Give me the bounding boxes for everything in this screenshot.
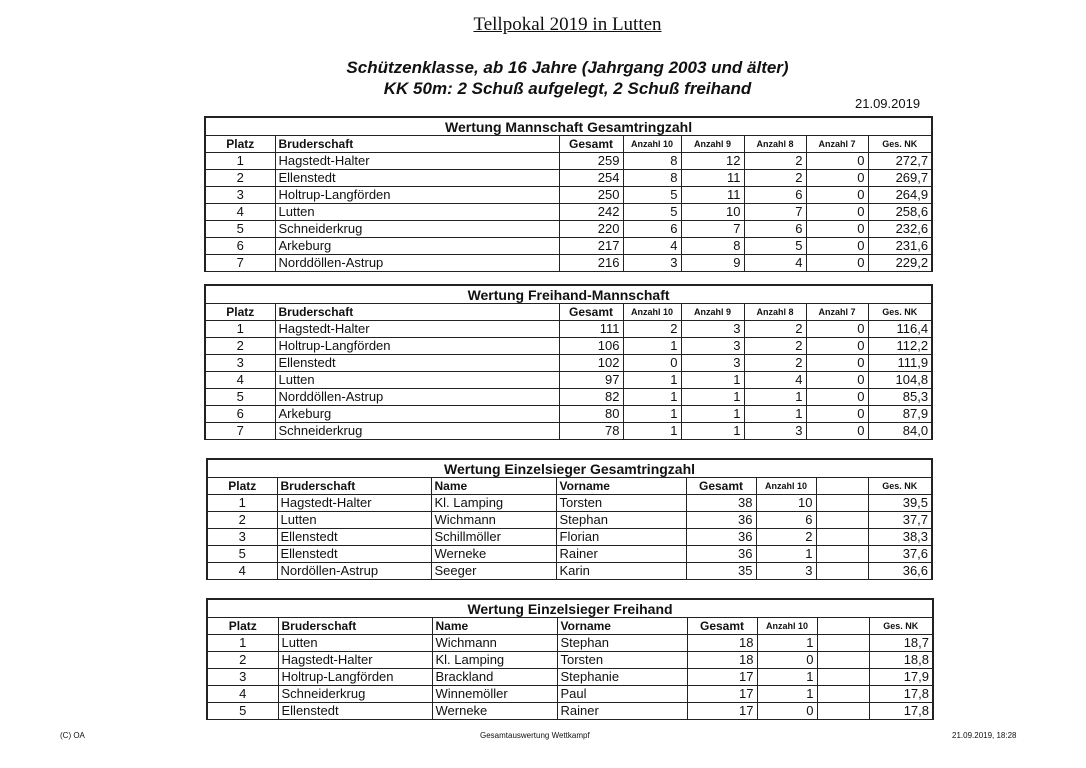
cell-platz: 3: [207, 529, 277, 546]
col-header-bruderschaft: Bruderschaft: [277, 478, 431, 495]
cell-blank: [817, 686, 869, 703]
cell-bruderschaft: Lutten: [275, 204, 559, 221]
cell-bruderschaft: Nordöllen-Astrup: [277, 563, 431, 580]
cell-name: Werneke: [431, 546, 556, 563]
cell-ges-nk: 85,3: [868, 389, 932, 406]
cell-gesamt: 259: [559, 153, 623, 170]
table-row: [205, 187, 932, 204]
cell-gesamt: 254: [559, 170, 623, 187]
cell-gesamt: 18: [687, 635, 757, 652]
cell-bruderschaft: Lutten: [277, 512, 431, 529]
cell-anzahl-10: 1: [623, 372, 681, 389]
cell-anzahl-8: 2: [744, 153, 806, 170]
cell-anzahl-8: 3: [744, 423, 806, 440]
cell-platz: 2: [205, 338, 275, 355]
cell-anzahl-10: 0: [623, 355, 681, 372]
cell-ges-nk: 17,8: [869, 686, 933, 703]
footer-timestamp: 21.09.2019, 18:28: [952, 731, 1017, 740]
class-subtitle: Schützenklasse, ab 16 Jahre (Jahrgang 2003 und älter): [346, 58, 789, 77]
table-row: [205, 321, 932, 338]
table-row: [205, 238, 932, 255]
col-header-anzahl-7: Anzahl 7: [806, 304, 868, 321]
single-freehand-table: [206, 598, 934, 720]
cell-anzahl-10: 1: [756, 546, 816, 563]
cell-gesamt: 17: [687, 703, 757, 720]
cell-vorname: Paul: [557, 686, 687, 703]
team-total-table: [204, 116, 933, 272]
cell-anzahl-10: 8: [623, 153, 681, 170]
table-row: [207, 635, 933, 652]
cell-name: Kl. Lamping: [432, 652, 557, 669]
cell-ges-nk: 17,9: [869, 669, 933, 686]
table-row: [207, 669, 933, 686]
cell-gesamt: 216: [559, 255, 623, 272]
cell-platz: 3: [205, 355, 275, 372]
cell-gesamt: 38: [686, 495, 756, 512]
cell-ges-nk: 104,8: [868, 372, 932, 389]
cell-anzahl-10: 6: [623, 221, 681, 238]
cell-vorname: Florian: [556, 529, 686, 546]
cell-bruderschaft: Schneiderkrug: [275, 221, 559, 238]
cell-anzahl-9: 1: [681, 406, 744, 423]
cell-gesamt: 220: [559, 221, 623, 238]
cell-ges-nk: 116,4: [868, 321, 932, 338]
cell-anzahl-7: 0: [806, 338, 868, 355]
cell-name: Schillmöller: [431, 529, 556, 546]
team-freehand-table: [204, 284, 933, 440]
col-header-bruderschaft: Bruderschaft: [275, 136, 559, 153]
col-header-name: Name: [431, 478, 556, 495]
col-header-anzahl-10: Anzahl 10: [756, 478, 816, 495]
cell-platz: 3: [205, 187, 275, 204]
table-row: [205, 153, 932, 170]
cell-platz: 2: [207, 652, 278, 669]
cell-anzahl-7: 0: [806, 372, 868, 389]
cell-ges-nk: 112,2: [868, 338, 932, 355]
cell-anzahl-7: 0: [806, 406, 868, 423]
table-row: [205, 170, 932, 187]
cell-gesamt: 17: [687, 686, 757, 703]
table-row: [207, 686, 933, 703]
cell-bruderschaft: Holtrup-Langförden: [275, 338, 559, 355]
cell-anzahl-10: 1: [623, 389, 681, 406]
col-header-ges-nk: Ges. NK: [868, 304, 932, 321]
cell-ges-nk: 269,7: [868, 170, 932, 187]
table-row: [205, 389, 932, 406]
cell-anzahl-8: 2: [744, 170, 806, 187]
col-header-gesamt: Gesamt: [687, 618, 757, 635]
cell-anzahl-10: 6: [756, 512, 816, 529]
cell-vorname: Stephan: [557, 635, 687, 652]
cell-name: Wichmann: [432, 635, 557, 652]
cell-platz: 5: [205, 221, 275, 238]
cell-blank: [816, 529, 868, 546]
cell-bruderschaft: Ellenstedt: [275, 355, 559, 372]
cell-anzahl-9: 11: [681, 187, 744, 204]
cell-bruderschaft: Schneiderkrug: [275, 423, 559, 440]
cell-bruderschaft: Schneiderkrug: [278, 686, 432, 703]
col-header-vorname: Vorname: [557, 618, 687, 635]
cell-anzahl-8: 4: [744, 255, 806, 272]
cell-anzahl-10: 1: [623, 338, 681, 355]
cell-bruderschaft: Lutten: [275, 372, 559, 389]
cell-gesamt: 18: [687, 652, 757, 669]
cell-platz: 1: [207, 635, 278, 652]
footer-report-name: Gesamtauswertung Wettkampf: [480, 731, 590, 740]
cell-anzahl-8: 2: [744, 321, 806, 338]
table-body: [205, 321, 932, 440]
cell-ges-nk: 264,9: [868, 187, 932, 204]
col-header-anzahl-7: Anzahl 7: [806, 136, 868, 153]
cell-platz: 6: [205, 406, 275, 423]
cell-platz: 4: [205, 372, 275, 389]
cell-anzahl-9: 3: [681, 338, 744, 355]
cell-gesamt: 106: [559, 338, 623, 355]
cell-gesamt: 250: [559, 187, 623, 204]
cell-bruderschaft: Hagstedt-Halter: [275, 321, 559, 338]
col-header-ges-nk: Ges. NK: [869, 618, 933, 635]
event-date: 21.09.2019: [855, 96, 921, 111]
col-header-ges-nk: Ges. NK: [868, 478, 932, 495]
cell-blank: [816, 563, 868, 580]
cell-anzahl-10: 5: [623, 204, 681, 221]
table-row: [207, 703, 933, 720]
col-header-platz: Platz: [207, 478, 277, 495]
cell-ges-nk: 84,0: [868, 423, 932, 440]
table-body: [207, 495, 932, 580]
discipline-subtitle: KK 50m: 2 Schuß aufgelegt, 2 Schuß freihand: [383, 79, 752, 98]
col-header-anzahl-10: Anzahl 10: [757, 618, 817, 635]
cell-name: Winnemöller: [432, 686, 557, 703]
cell-ges-nk: 36,6: [868, 563, 932, 580]
cell-anzahl-10: 1: [757, 669, 817, 686]
table-row: [207, 546, 932, 563]
cell-platz: 4: [205, 204, 275, 221]
cell-blank: [816, 512, 868, 529]
table-row: [205, 372, 932, 389]
cell-anzahl-10: 0: [757, 703, 817, 720]
cell-anzahl-7: 0: [806, 221, 868, 238]
cell-gesamt: 17: [687, 669, 757, 686]
cell-bruderschaft: Arkeburg: [275, 406, 559, 423]
col-header-platz: Platz: [205, 136, 275, 153]
cell-anzahl-8: 2: [744, 338, 806, 355]
cell-gesamt: 242: [559, 204, 623, 221]
cell-anzahl-10: 5: [623, 187, 681, 204]
cell-gesamt: 78: [559, 423, 623, 440]
cell-anzahl-8: 5: [744, 238, 806, 255]
cell-anzahl-10: 0: [757, 652, 817, 669]
table-row: [207, 495, 932, 512]
col-header-anzahl-10: Anzahl 10: [623, 136, 681, 153]
table-title: Wertung Einzelsieger Gesamtringzahl: [207, 459, 932, 478]
cell-ges-nk: 18,7: [869, 635, 933, 652]
cell-vorname: Rainer: [556, 546, 686, 563]
footer-copyright: (C) OA: [60, 731, 85, 740]
col-header-bruderschaft: Bruderschaft: [275, 304, 559, 321]
cell-anzahl-7: 0: [806, 153, 868, 170]
table-title: Wertung Mannschaft Gesamtringzahl: [205, 117, 932, 136]
cell-name: Werneke: [432, 703, 557, 720]
cell-platz: 1: [207, 495, 277, 512]
cell-gesamt: 36: [686, 529, 756, 546]
cell-gesamt: 36: [686, 546, 756, 563]
table-row: [205, 338, 932, 355]
cell-platz: 5: [207, 703, 278, 720]
cell-anzahl-10: 3: [756, 563, 816, 580]
col-header-gesamt: Gesamt: [559, 304, 623, 321]
cell-name: Seeger: [431, 563, 556, 580]
cell-bruderschaft: Ellenstedt: [277, 529, 431, 546]
cell-ges-nk: 37,7: [868, 512, 932, 529]
cell-blank: [817, 635, 869, 652]
cell-vorname: Stephan: [556, 512, 686, 529]
cell-platz: 4: [207, 686, 278, 703]
cell-platz: 5: [207, 546, 277, 563]
cell-anzahl-7: 0: [806, 187, 868, 204]
cell-anzahl-10: 4: [623, 238, 681, 255]
cell-gesamt: 111: [559, 321, 623, 338]
cell-anzahl-8: 4: [744, 372, 806, 389]
cell-bruderschaft: Hagstedt-Halter: [278, 652, 432, 669]
cell-bruderschaft: Holtrup-Langförden: [275, 187, 559, 204]
cell-ges-nk: 38,3: [868, 529, 932, 546]
cell-anzahl-9: 9: [681, 255, 744, 272]
cell-gesamt: 217: [559, 238, 623, 255]
cell-bruderschaft: Norddöllen-Astrup: [275, 255, 559, 272]
table-body: [205, 153, 932, 272]
cell-anzahl-8: 2: [744, 355, 806, 372]
cell-blank: [816, 546, 868, 563]
cell-anzahl-7: 0: [806, 389, 868, 406]
cell-anzahl-9: 3: [681, 321, 744, 338]
cell-platz: 7: [205, 255, 275, 272]
cell-ges-nk: 37,6: [868, 546, 932, 563]
cell-bruderschaft: Lutten: [278, 635, 432, 652]
cell-anzahl-7: 0: [806, 238, 868, 255]
table-body: [207, 635, 933, 720]
cell-bruderschaft: Hagstedt-Halter: [275, 153, 559, 170]
cell-platz: 6: [205, 238, 275, 255]
cell-anzahl-8: 1: [744, 389, 806, 406]
col-header-platz: Platz: [207, 618, 278, 635]
cell-anzahl-10: 1: [623, 406, 681, 423]
cell-ges-nk: 87,9: [868, 406, 932, 423]
cell-anzahl-8: 6: [744, 187, 806, 204]
cell-platz: 1: [205, 321, 275, 338]
cell-anzahl-9: 8: [681, 238, 744, 255]
col-header-ges-nk: Ges. NK: [868, 136, 932, 153]
cell-vorname: Stephanie: [557, 669, 687, 686]
cell-bruderschaft: Ellenstedt: [275, 170, 559, 187]
cell-bruderschaft: Hagstedt-Halter: [277, 495, 431, 512]
table-row: [207, 563, 932, 580]
col-header-blank: [816, 478, 868, 495]
cell-anzahl-10: 8: [623, 170, 681, 187]
col-header-bruderschaft: Bruderschaft: [278, 618, 432, 635]
table-title: Wertung Freihand-Mannschaft: [205, 285, 932, 304]
cell-anzahl-9: 1: [681, 423, 744, 440]
cell-vorname: Torsten: [556, 495, 686, 512]
cell-ges-nk: 111,9: [868, 355, 932, 372]
cell-anzahl-9: 11: [681, 170, 744, 187]
col-header-anzahl-10: Anzahl 10: [623, 304, 681, 321]
col-header-platz: Platz: [205, 304, 275, 321]
cell-anzahl-7: 0: [806, 255, 868, 272]
table-row: [207, 529, 932, 546]
cell-anzahl-8: 7: [744, 204, 806, 221]
cell-name: Wichmann: [431, 512, 556, 529]
cell-ges-nk: 39,5: [868, 495, 932, 512]
table-row: [205, 255, 932, 272]
col-header-gesamt: Gesamt: [559, 136, 623, 153]
cell-anzahl-9: 10: [681, 204, 744, 221]
cell-blank: [817, 652, 869, 669]
table-row: [205, 204, 932, 221]
col-header-gesamt: Gesamt: [686, 478, 756, 495]
col-header-vorname: Vorname: [556, 478, 686, 495]
cell-ges-nk: 229,2: [868, 255, 932, 272]
cell-anzahl-10: 1: [757, 635, 817, 652]
table-row: [205, 423, 932, 440]
col-header-anzahl-8: Anzahl 8: [744, 304, 806, 321]
cell-anzahl-10: 3: [623, 255, 681, 272]
cell-anzahl-9: 7: [681, 221, 744, 238]
cell-anzahl-7: 0: [806, 355, 868, 372]
cell-platz: 2: [205, 170, 275, 187]
cell-platz: 5: [205, 389, 275, 406]
table-row: [205, 355, 932, 372]
cell-anzahl-7: 0: [806, 423, 868, 440]
cell-name: Brackland: [432, 669, 557, 686]
cell-ges-nk: 232,6: [868, 221, 932, 238]
cell-platz: 4: [207, 563, 277, 580]
table-row: [205, 406, 932, 423]
cell-blank: [817, 669, 869, 686]
cell-gesamt: 97: [559, 372, 623, 389]
cell-anzahl-10: 2: [623, 321, 681, 338]
cell-blank: [816, 495, 868, 512]
cell-gesamt: 35: [686, 563, 756, 580]
cell-gesamt: 80: [559, 406, 623, 423]
cell-vorname: Karin: [556, 563, 686, 580]
cell-anzahl-7: 0: [806, 170, 868, 187]
col-header-anzahl-8: Anzahl 8: [744, 136, 806, 153]
cell-anzahl-10: 2: [756, 529, 816, 546]
cell-name: Kl. Lamping: [431, 495, 556, 512]
table-row: [205, 221, 932, 238]
cell-ges-nk: 258,6: [868, 204, 932, 221]
cell-bruderschaft: Arkeburg: [275, 238, 559, 255]
cell-anzahl-9: 1: [681, 372, 744, 389]
cell-anzahl-9: 12: [681, 153, 744, 170]
cell-bruderschaft: Holtrup-Langförden: [278, 669, 432, 686]
cell-anzahl-9: 3: [681, 355, 744, 372]
cell-anzahl-9: 1: [681, 389, 744, 406]
cell-vorname: Rainer: [557, 703, 687, 720]
cell-platz: 3: [207, 669, 278, 686]
cell-gesamt: 82: [559, 389, 623, 406]
col-header-anzahl-9: Anzahl 9: [681, 136, 744, 153]
cell-anzahl-10: 1: [623, 423, 681, 440]
cell-gesamt: 36: [686, 512, 756, 529]
cell-anzahl-7: 0: [806, 204, 868, 221]
cell-platz: 7: [205, 423, 275, 440]
cell-platz: 2: [207, 512, 277, 529]
table-row: [207, 512, 932, 529]
single-total-table: [206, 458, 933, 580]
col-header-blank: [817, 618, 869, 635]
cell-ges-nk: 17,8: [869, 703, 933, 720]
cell-bruderschaft: Ellenstedt: [278, 703, 432, 720]
cell-anzahl-10: 1: [757, 686, 817, 703]
page-title: Tellpokal 2019 in Lutten: [473, 14, 662, 35]
cell-anzahl-10: 10: [756, 495, 816, 512]
col-header-name: Name: [432, 618, 557, 635]
cell-gesamt: 102: [559, 355, 623, 372]
table-title: Wertung Einzelsieger Freihand: [207, 599, 933, 618]
cell-vorname: Torsten: [557, 652, 687, 669]
cell-anzahl-8: 6: [744, 221, 806, 238]
cell-ges-nk: 272,7: [868, 153, 932, 170]
cell-anzahl-7: 0: [806, 321, 868, 338]
cell-platz: 1: [205, 153, 275, 170]
cell-bruderschaft: Norddöllen-Astrup: [275, 389, 559, 406]
cell-bruderschaft: Ellenstedt: [277, 546, 431, 563]
cell-ges-nk: 231,6: [868, 238, 932, 255]
cell-anzahl-8: 1: [744, 406, 806, 423]
cell-ges-nk: 18,8: [869, 652, 933, 669]
col-header-anzahl-9: Anzahl 9: [681, 304, 744, 321]
cell-blank: [817, 703, 869, 720]
table-row: [207, 652, 933, 669]
